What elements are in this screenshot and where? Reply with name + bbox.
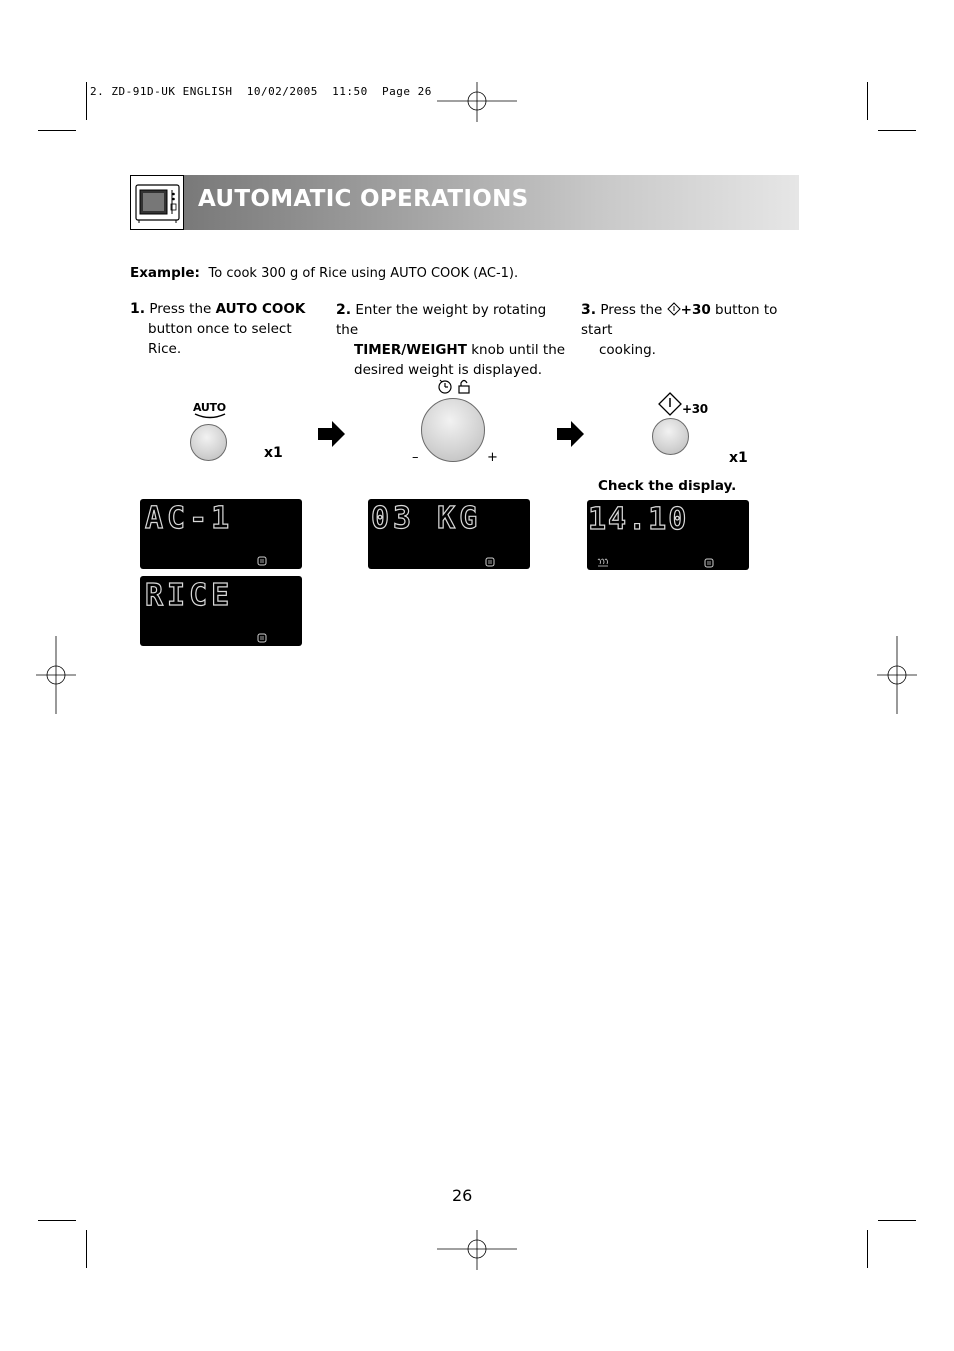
weight-icon: [704, 558, 714, 568]
press-count: x1: [264, 445, 283, 461]
crop-mark: [867, 1230, 868, 1268]
banner-icon-box: [130, 175, 184, 230]
step-text: Enter the weight by rotating the: [336, 302, 547, 338]
registration-mark-icon: [437, 82, 517, 122]
step-1: [130, 299, 325, 359]
weight-icon: [485, 557, 495, 567]
start-diamond-icon: [667, 302, 681, 316]
crop-mark: [867, 82, 868, 120]
start-plus30-button[interactable]: [652, 418, 689, 455]
step-2: [336, 300, 566, 380]
lcd-display: [140, 499, 302, 569]
weight-icon: [257, 633, 267, 643]
step-bold-text: +30: [680, 302, 711, 318]
cooking-indicator-icon: [597, 557, 609, 567]
auto-label: AUTO: [193, 401, 226, 414]
step-text: Press the: [149, 301, 216, 317]
lcd-text: AC-1: [145, 501, 234, 536]
step-text: button to start: [581, 302, 778, 338]
auto-underline-icon: [193, 413, 227, 419]
step-bold-text: TIMER/WEIGHT: [354, 342, 467, 358]
timer-weight-knob[interactable]: [421, 398, 485, 462]
page-number: 26: [452, 1186, 473, 1205]
step-3: [581, 300, 796, 360]
crop-mark: [878, 130, 916, 131]
lcd-text: RICE: [145, 578, 234, 613]
lcd-text: 14.10: [588, 502, 689, 537]
example-label: Example:: [130, 265, 200, 281]
step-text-line3: desired weight is displayed.: [354, 362, 543, 378]
crop-mark: [38, 130, 76, 131]
step-number: 1.: [130, 301, 146, 317]
page-title: AUTOMATIC OPERATIONS: [198, 186, 529, 212]
weight-icon: [257, 556, 267, 566]
right-arrow-icon: [557, 420, 585, 448]
lcd-display: [140, 576, 302, 646]
step-text: Press the: [600, 302, 667, 318]
press-count: x1: [729, 450, 748, 466]
example-line: [130, 263, 518, 284]
start-label: +30: [682, 402, 708, 416]
auto-cook-button[interactable]: [190, 424, 227, 461]
step-bold-text: AUTO COOK: [215, 301, 306, 317]
lcd-display: [587, 500, 749, 570]
crop-mark: [86, 1230, 87, 1268]
lcd-text: 03 KG: [371, 501, 482, 536]
print-slug: 2. ZD-91D-UK ENGLISH 10/02/2005 11:50 Page 26: [90, 85, 432, 98]
lcd-display: [368, 499, 530, 569]
example-text: To cook 300 g of Rice using AUTO COOK (AC-1).: [208, 266, 519, 281]
crop-mark: [878, 1220, 916, 1221]
knob-minus-label: –: [412, 450, 419, 465]
registration-mark-icon: [437, 1230, 517, 1270]
registration-mark-icon: [36, 636, 76, 714]
crop-mark: [38, 1220, 76, 1221]
registration-mark-icon: [877, 636, 917, 714]
timer-weight-icons: [437, 378, 477, 394]
right-arrow-icon: [318, 420, 346, 448]
step-text: knob until the: [466, 342, 566, 358]
step-text-line2: button once to select Rice.: [148, 321, 292, 357]
clock-icon: [439, 380, 451, 393]
step-number: 3.: [581, 302, 597, 318]
knob-plus-label: +: [487, 450, 498, 465]
crop-mark: [86, 82, 87, 120]
check-display-label: Check the display.: [598, 478, 737, 494]
step-text-line2: cooking.: [599, 342, 656, 358]
step-number: 2.: [336, 302, 352, 318]
microwave-icon: [131, 176, 183, 229]
lock-icon: [459, 381, 469, 394]
start-diamond-icon: [658, 392, 682, 416]
